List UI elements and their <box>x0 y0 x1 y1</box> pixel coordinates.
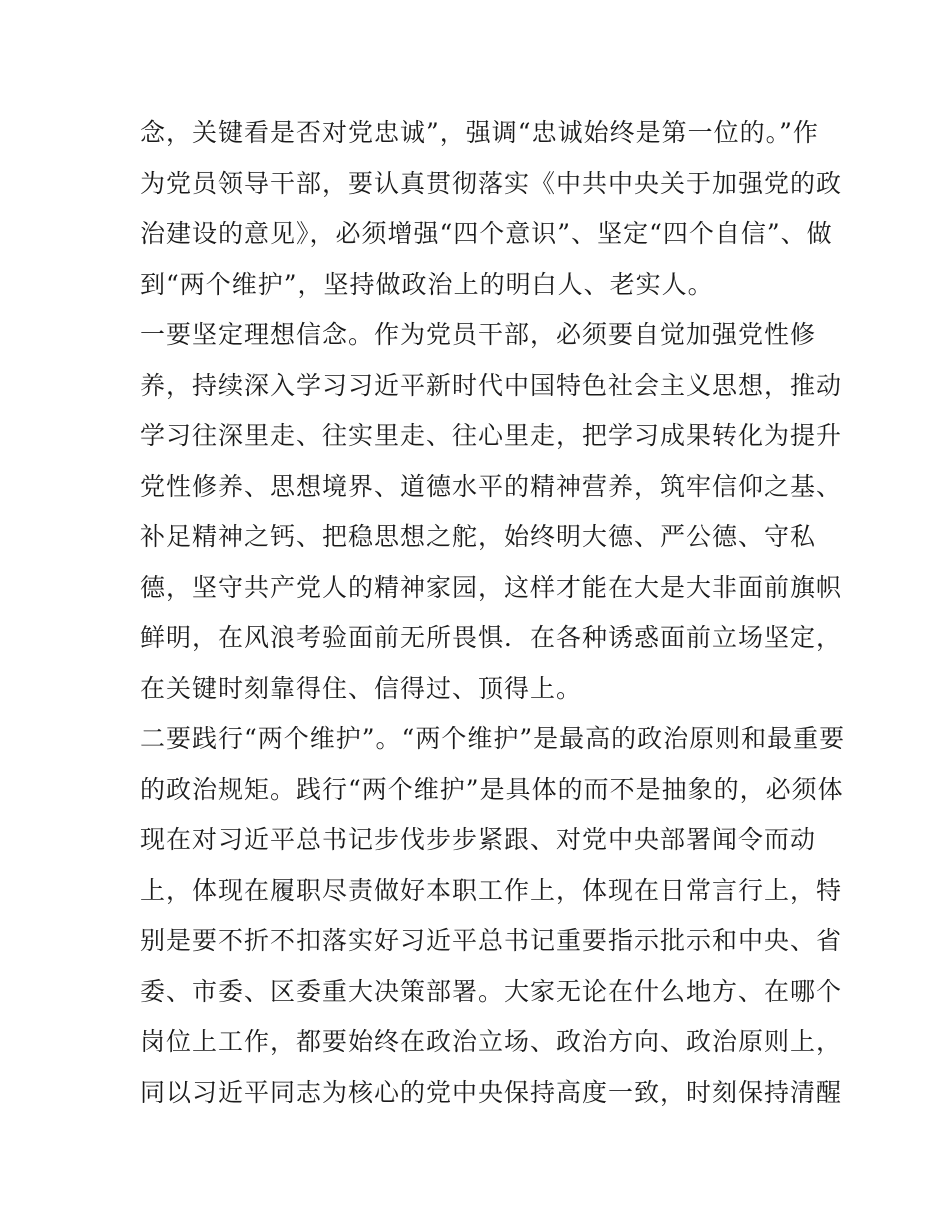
text-line: 在关键时刻靠得住、信得过、顶得上。 <box>140 673 583 703</box>
text-line: 为党员领导干部，要认真贯彻落实《中共中央关于加强党的政 <box>140 168 843 198</box>
text-line: 德，坚守共产党人的精神家园，这样才能在大是大非面前旗帜 <box>140 572 843 602</box>
text-line: 同以习近平同志为核心的党中央保持高度一致，时刻保持清醒 <box>140 1077 843 1107</box>
text-line: 治建设的意见》，必须增强“四个意识”、坚定“四个自信”、做 <box>140 219 833 248</box>
text-line: 别是要不折不扣落实好习近平总书记重要指示批示和中央、省 <box>140 926 843 955</box>
text-line: 鲜明，在风浪考验面前无所畏惧．在各种诱惑面前立场坚定， <box>140 623 843 652</box>
text-line: 委、市委、区委重大决策部署。大家无论在什么地方、在哪个 <box>140 976 843 1006</box>
text-line: 养，持续深入学习习近平新时代中国特色社会主义思想，推动 <box>140 370 843 400</box>
text-line: 一要坚定理想信念。作为党员干部，必须要自觉加强党性修 <box>140 320 817 349</box>
document-body <box>140 108 846 1118</box>
text-line: 上，体现在履职尽责做好本职工作上，体现在日常言行上，特 <box>140 875 843 905</box>
text-line: 党性修养、思想境界、道德水平的精神营养，筑牢信仰之基、 <box>140 471 843 501</box>
text-line: 的政治规矩。践行“两个维护”是具体的而不是抽象的，必须体 <box>140 774 844 804</box>
text-line: 到“两个维护”，坚持做政治上的明白人、老实人。 <box>140 269 714 299</box>
text-line: 岗位上工作，都要始终在政治立场、政治方向、政治原则上， <box>140 1027 843 1056</box>
text-line: 现在对习近平总书记步伐步步紧跟、对党中央部署闻令而动 <box>140 825 817 854</box>
text-line: 学习往深里走、往实里走、往心里走，把学习成果转化为提升 <box>140 421 843 450</box>
text-line: 念，关键看是否对党忠诚”，强调“忠诚始终是第一位的。”作 <box>140 118 819 147</box>
text-line: 二要践行“两个维护”。“两个维护”是最高的政治原则和最重要 <box>140 724 846 753</box>
text-line: 补足精神之钙、把稳思想之舵，始终明大德、严公德、守私 <box>140 522 817 551</box>
